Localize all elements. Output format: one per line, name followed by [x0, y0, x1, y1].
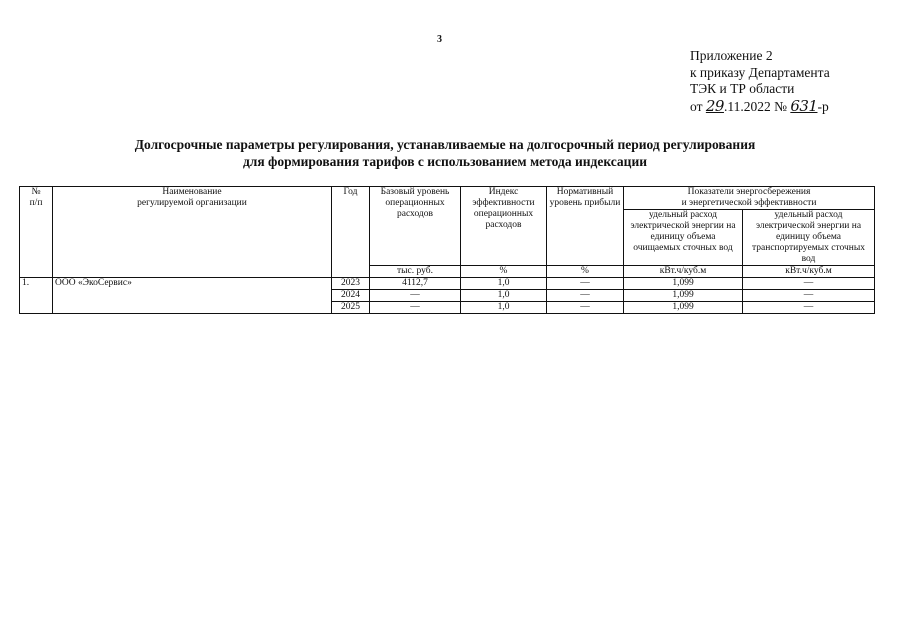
appendix-line-2: к приказу Департамента — [690, 64, 830, 80]
header-year: Год — [332, 187, 370, 278]
parameters-table — [19, 186, 875, 314]
header-org-line-1: Наименование — [162, 187, 222, 197]
header-base-level: Базовый уровень операционных расходов — [370, 187, 461, 266]
unit-specific-transported: кВт.ч/куб.м — [743, 266, 875, 278]
header-num — [20, 187, 53, 278]
row-specific-treated: 1,099 — [624, 302, 743, 314]
row-base-level: 4112,7 — [370, 278, 461, 290]
date-prefix: от — [690, 98, 706, 114]
header-specific-transported: удельный расход электрической энергии на единицу объема транспортируемых сточных вод — [743, 210, 875, 266]
row-profit-level: — — [547, 302, 624, 314]
header-energy-group — [624, 187, 875, 210]
header-organization — [53, 187, 332, 278]
row-specific-transported: — — [743, 290, 875, 302]
row-efficiency-index: 1,0 — [461, 302, 547, 314]
order-suffix: -р — [817, 98, 829, 114]
row-specific-treated: 1,099 — [624, 278, 743, 290]
row-number: 1. — [20, 278, 53, 314]
page-number: 3 — [437, 34, 442, 45]
order-number-handwritten: 631 — [790, 96, 818, 115]
date-day-handwritten: 29 — [705, 96, 724, 115]
row-year: 2024 — [332, 290, 370, 302]
table-row — [20, 278, 875, 290]
row-base-level: — — [370, 290, 461, 302]
header-row-1 — [20, 187, 875, 210]
title-line-2: для формирования тарифов с использованием метода индексации — [242, 154, 648, 169]
unit-base-level: тыс. руб. — [370, 266, 461, 278]
header-org-line-2: регулируемой организации — [137, 198, 247, 208]
header-specific-treated: удельный расход электрической энергии на единицу объема очищаемых сточных вод — [624, 210, 743, 266]
row-organization: ООО «ЭкоСервис» — [53, 278, 332, 314]
row-efficiency-index: 1,0 — [461, 278, 547, 290]
header-energy-line-2: и энергетической эффективности — [681, 198, 817, 208]
row-base-level: — — [370, 302, 461, 314]
appendix-date-line — [690, 98, 830, 116]
row-profit-level: — — [547, 290, 624, 302]
header-profit-level: Нормативный уровень прибыли — [547, 187, 624, 266]
header-num-line-1: № — [31, 187, 41, 197]
header-num-line-2: п/п — [29, 198, 43, 208]
row-specific-transported: — — [743, 302, 875, 314]
row-specific-transported: — — [743, 278, 875, 290]
document-title — [60, 136, 830, 170]
row-profit-level: — — [547, 278, 624, 290]
row-efficiency-index: 1,0 — [461, 290, 547, 302]
row-year: 2023 — [332, 278, 370, 290]
title-line-1: Долгосрочные параметры регулирования, устанавливаемые на долгосрочный период регулирования — [134, 137, 756, 152]
unit-efficiency-index: % — [461, 266, 547, 278]
header-efficiency-index: Индекс эффективности операционных расходов — [461, 187, 547, 266]
appendix-line-1: Приложение 2 — [690, 48, 773, 63]
date-rest: .11.2022 № — [723, 98, 791, 114]
unit-specific-treated: кВт.ч/куб.м — [624, 266, 743, 278]
appendix-line-3: ТЭК и ТР области — [690, 81, 795, 96]
header-energy-line-1: Показатели энергосбережения — [687, 187, 811, 197]
row-specific-treated: 1,099 — [624, 290, 743, 302]
unit-profit-level: % — [547, 266, 624, 278]
appendix-block — [690, 48, 830, 115]
row-year: 2025 — [332, 302, 370, 314]
